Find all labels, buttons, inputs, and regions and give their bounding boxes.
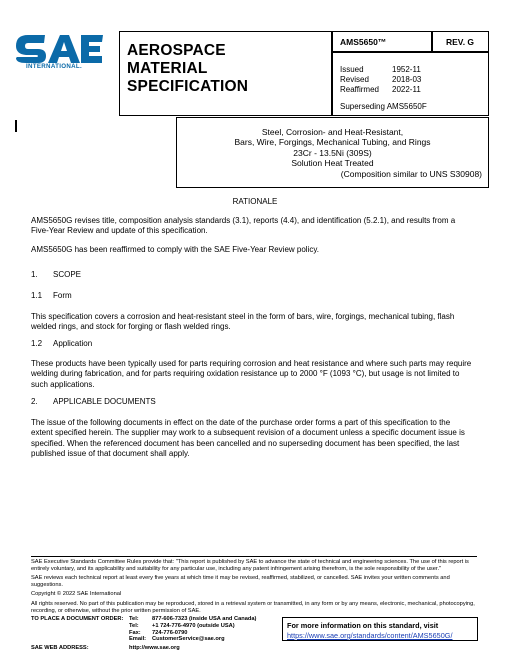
web-label: SAE WEB ADDRESS: <box>31 645 89 651</box>
section-1-1-heading: 1.1 Form <box>31 291 72 300</box>
order-label: TO PLACE A DOCUMENT ORDER: <box>31 616 124 622</box>
fax-number: 724-776-0790 <box>152 629 188 636</box>
rationale-paragraph-2: AMS5650G has been reaffirmed to comply with the SAE Five-Year Review policy. <box>31 245 319 254</box>
order-contacts: Tel: 877-606-7323 (inside USA and Canada) Tel: +1 724-776-4970 (outside USA) Fax: 724-776-0790 Email: CustomerService@sae.org <box>129 616 257 643</box>
revised-date: 2018-03 <box>392 75 422 84</box>
section-1-2-heading: 1.2 Application <box>31 339 93 348</box>
subject-box: Steel, Corrosion- and Heat-Resistant, Bars, Wire, Forgings, Mechanical Tubing, and Rings 23Cr - 13.5Ni (309S) Solution Heat Treated (Composition similar to UNS S30908) <box>176 117 489 188</box>
web-address-link[interactable]: http://www.sae.org <box>129 645 180 651</box>
more-info-title: For more information on this standard, visit <box>287 621 439 630</box>
tel-outside: +1 724-776-4970 (outside USA) <box>152 622 235 629</box>
dates-box <box>332 52 489 116</box>
rationale-paragraph-1: AMS5650G revises title, composition analysis standards (3.1), reports (4.4), and identification (5.2.1), and results from a Five-Year Review and update of this specification. <box>31 216 456 236</box>
section-2-heading: 2. APPLICABLE DOCUMENTS <box>31 397 156 406</box>
section-1-1-text: This specification covers a corrosion and heat-resistant steel in the form of bars, wire, forgings, mechanical tubing, flash welded rings, and stock for forging or flash welded rings. <box>31 312 455 332</box>
footer-review-text: SAE reviews each technical report at least every five years at which time it may be revised, reaffirmed, stabilized, or cancelled. SAE invites your written comments and suggestions. <box>31 575 450 588</box>
tel-inside: 877-606-7323 (inside USA and Canada) <box>152 616 257 622</box>
footer-rights-text: All rights reserved. No part of this publication may be reproduced, stored in a retrieval system or transmitted, in any form or by any means, electronic, mechanical, photocopying, recording, or otherwise, without the prior written permission of SAE. <box>31 601 475 614</box>
dates-list: Issued 1952-11 Revised 2018-03 Reaffirmed 2022-11 <box>340 65 422 94</box>
more-info-box <box>282 617 478 641</box>
section-1-2-text: These products have been typically used for parts requiring corrosion and heat resistance and where such parts may require welding during fabrication, and for parts requiring oxidation resistance up to 2000 °F (1093 °C), but usage is not limited to such applications. <box>31 359 472 389</box>
logo-subtitle: INTERNATIONAL. <box>26 63 82 70</box>
revision-box <box>432 31 489 52</box>
section-1-heading: 1. SCOPE <box>31 270 82 279</box>
footer-rules-text: SAE Executive Standards Committee Rules provide that: "This report is published by SAE to advance the state of technical and engineering sciences. The use of this report is entirely voluntary, and its applicability and suitability for any particular use, including any patent infringement arising therefrom, is the sole responsibility of the user." <box>31 559 469 572</box>
rationale-heading: RATIONALE <box>232 197 278 206</box>
section-2-text: The issue of the following documents in effect on the date of the purchase order forms a part of this specification to the extent specified herein. The supplier may work to a subsequent revision of a document unless a specific document issue is specified. When the referenced document has been cancelled and no superseding document has been specified, the last published issue of that document shall apply. <box>31 418 465 459</box>
doc-number: AMS5650™ <box>340 37 387 47</box>
footer-rule <box>31 556 477 557</box>
change-bar <box>15 120 17 132</box>
email-address[interactable]: CustomerService@sae.org <box>152 636 225 643</box>
doc-number-box <box>332 31 432 52</box>
revision: REV. G <box>446 37 475 47</box>
reaffirmed-date: 2022-11 <box>392 85 421 94</box>
issued-date: 1952-11 <box>392 65 421 74</box>
superseding-note: Superseding AMS5650F <box>340 102 427 111</box>
standard-link[interactable]: https://www.sae.org/standards/content/AMS5650G/ <box>287 631 453 640</box>
footer-copyright: Copyright © 2022 SAE International <box>31 591 122 597</box>
doc-type-title: AEROSPACE MATERIAL SPECIFICATION <box>127 42 249 95</box>
doc-type-box <box>119 31 332 116</box>
